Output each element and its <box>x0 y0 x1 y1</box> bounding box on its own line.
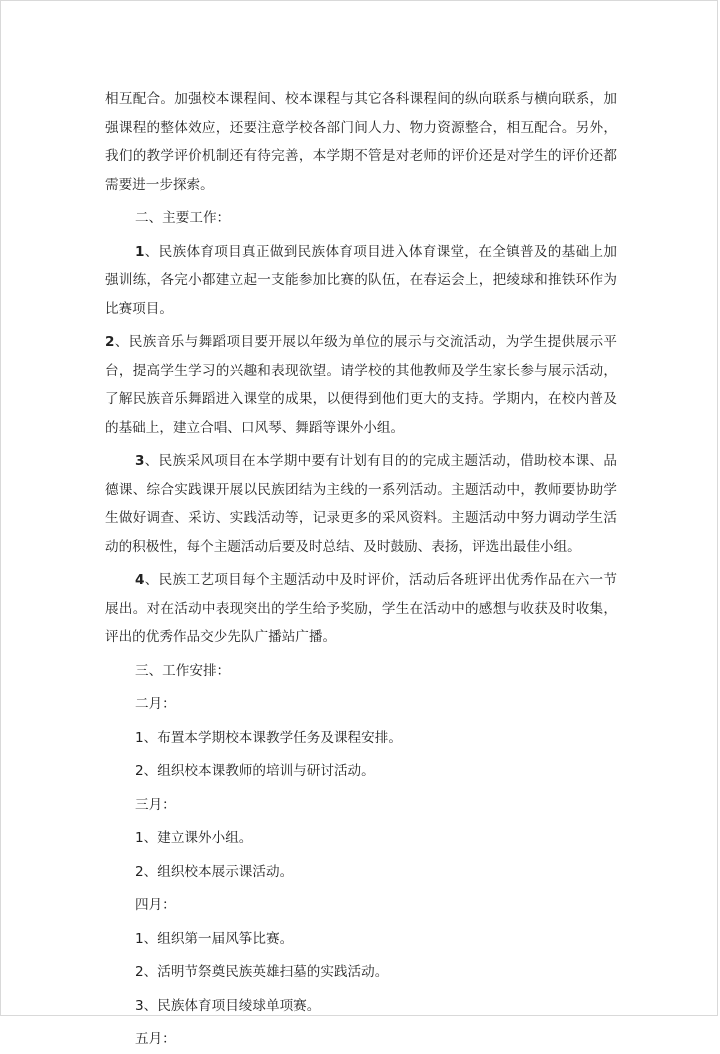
work-item-3-text: 、民族采风项目在本学期中要有计划有目的的完成主题活动，借助校本课、品德课、综合实践课开展以民族团结为主线的一系列活动。主题活动中，教师要协助学生做好调查、采访、实践活动等，记录更多的采风资料。主题活动中努力调动学生活动的积极性，每个主题活动后要及时总结、及时鼓励、表扬，评选出最佳小组。 <box>105 453 617 555</box>
work-item-1-text: 、民族体育项目真正做到民族体育项目进入体育课堂，在全镇普及的基础上加强训练，各完小都建立起一支能参加比赛的队伍，在春运会上，把绫球和推铁环作为比赛项目。 <box>105 243 617 317</box>
march-task-1: 1、建立课外小组。 <box>135 830 253 846</box>
work-item-4-number: 4 <box>135 572 145 588</box>
work-item-4 <box>105 566 617 652</box>
march-task-2: 2、组织校本展示课活动。 <box>135 863 294 880</box>
work-item-2-number: 2 <box>105 334 115 350</box>
month-april: 四月： <box>135 897 176 913</box>
work-item-1 <box>105 238 617 324</box>
april-task-1: 1、组织第一届风筝比赛。 <box>135 930 294 947</box>
month-may: 五月： <box>135 1031 176 1047</box>
work-item-2 <box>105 328 617 442</box>
february-task-2: 2、组织校本课教师的培训与研讨活动。 <box>135 763 375 779</box>
work-item-1-number: 1 <box>135 243 145 260</box>
work-item-4-text: 、民族工艺项目每个主题活动中及时评价，活动后各班评出优秀作品在六一节展出。对在活动中表现突出的学生给予奖励，学生在活动中的感想与收获及时收集，评出的优秀作品交少先队广播站广播。 <box>105 572 617 645</box>
month-march: 三月： <box>135 796 176 813</box>
work-item-2-text: 、民族音乐与舞蹈项目要开展以年级为单位的展示与交流活动，为学生提供展示平台，提高学生学习的兴趣和表现欲望。请学校的其他教师及学生家长参与展示活动，了解民族音乐舞蹈进入课堂的成果，以便得到他们更大的支持。学期内，在校内普及的基础上，建立合唱、口风琴、舞蹈等课外小组。 <box>105 334 617 436</box>
paragraph-intro: 相互配合。加强校本课程间、校本课程与其它各科课程间的纵向联系与横向联系，加强课程的整体效应，还要注意学校各部门间人力、物力资源整合，相互配合。另外，我们的教学评价机制还有待完善，本学期不管是对老师的评价还是对学生的评价还都需要进一步探索。 <box>105 91 617 193</box>
work-item-3 <box>105 447 617 561</box>
work-item-3-number: 3 <box>135 453 145 469</box>
april-task-3: 3、民族体育项目绫球单项赛。 <box>135 997 321 1014</box>
section-heading-main-work: 二、主要工作： <box>135 210 231 226</box>
section-heading-schedule: 三、工作安排： <box>135 662 231 679</box>
month-february: 二月： <box>135 696 176 712</box>
document-body <box>105 85 617 1054</box>
february-task-1: 1、布置本学期校本课教学任务及课程安排。 <box>135 729 402 746</box>
april-task-2: 2、活明节祭奠民族英雄扫墓的实践活动。 <box>135 964 389 980</box>
